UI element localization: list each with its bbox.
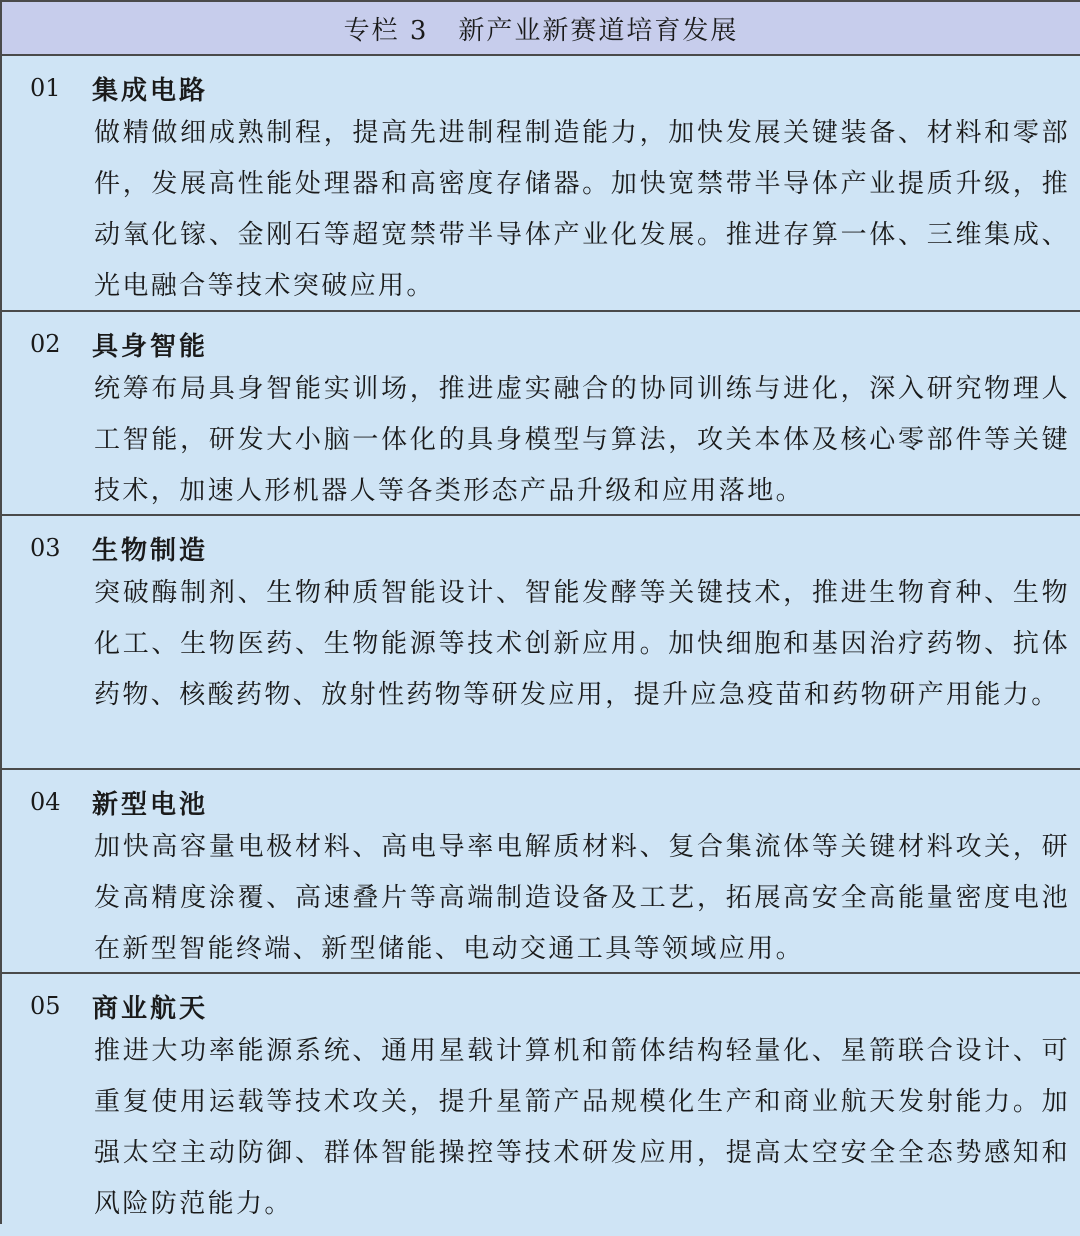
section-heading [2, 68, 1070, 108]
section-number: 04 [30, 788, 61, 816]
section-heading [2, 782, 1070, 822]
section-heading [2, 324, 1070, 364]
section-embodied-intelligence [2, 312, 1080, 516]
section-title: 集成电路 [92, 75, 209, 106]
section-title: 商业航天 [92, 993, 209, 1024]
section-number: 02 [30, 330, 61, 358]
box-title: 新产业新赛道培育发展 [458, 15, 739, 46]
section-new-batteries [2, 770, 1080, 974]
section-body: 统筹布局具身智能实训场，推进虚实融合的协同训练与进化，深入研究物理人工智能，研发大小脑一体化的具身模型与算法，攻关本体及核心零部件等关键技术，加速人形机器人等各类形态产品升级和应用落地。 [94, 374, 1070, 506]
section-body: 突破酶制剂、生物种质智能设计、智能发酵等关键技术，推进生物育种、生物化工、生物医药、生物能源等技术创新应用。加快细胞和基因治疗药物、抗体药物、核酸药物、放射性药物等研发应用，提升应急疫苗和药物研产用能力。 [94, 578, 1070, 710]
column-label: 专栏 3 [343, 15, 429, 46]
box-title-bar [2, 0, 1080, 56]
section-commercial-aerospace [2, 974, 1080, 1224]
section-title: 生物制造 [92, 535, 209, 566]
section-number: 01 [30, 74, 61, 102]
section-heading [2, 986, 1070, 1026]
section-title: 新型电池 [92, 789, 209, 820]
section-heading [2, 528, 1070, 568]
section-number: 05 [30, 992, 61, 1020]
section-bio-manufacturing [2, 516, 1080, 770]
section-body: 推进大功率能源系统、通用星载计算机和箭体结构轻量化、星箭联合设计、可重复使用运载等技术攻关，提升星箭产品规模化生产和商业航天发射能力。加强太空主动防御、群体智能操控等技术研发应用，提高太空安全全态势感知和风险防范能力。 [94, 1036, 1070, 1219]
section-number: 03 [30, 534, 61, 562]
section-body: 加快高容量电极材料、高电导率电解质材料、复合集流体等关键材料攻关，研发高精度涂覆、高速叠片等高端制造设备及工艺，拓展高安全高能量密度电池在新型智能终端、新型储能、电动交通工具等领域应用。 [94, 832, 1070, 964]
section-integrated-circuits [2, 56, 1080, 312]
section-title: 具身智能 [92, 331, 209, 362]
section-body: 做精做细成熟制程，提高先进制程制造能力，加快发展关键装备、材料和零部件，发展高性能处理器和高密度存储器。加快宽禁带半导体产业提质升级，推动氧化镓、金刚石等超宽禁带半导体产业化发展。推进存算一体、三维集成、光电融合等技术突破应用。 [94, 118, 1070, 301]
